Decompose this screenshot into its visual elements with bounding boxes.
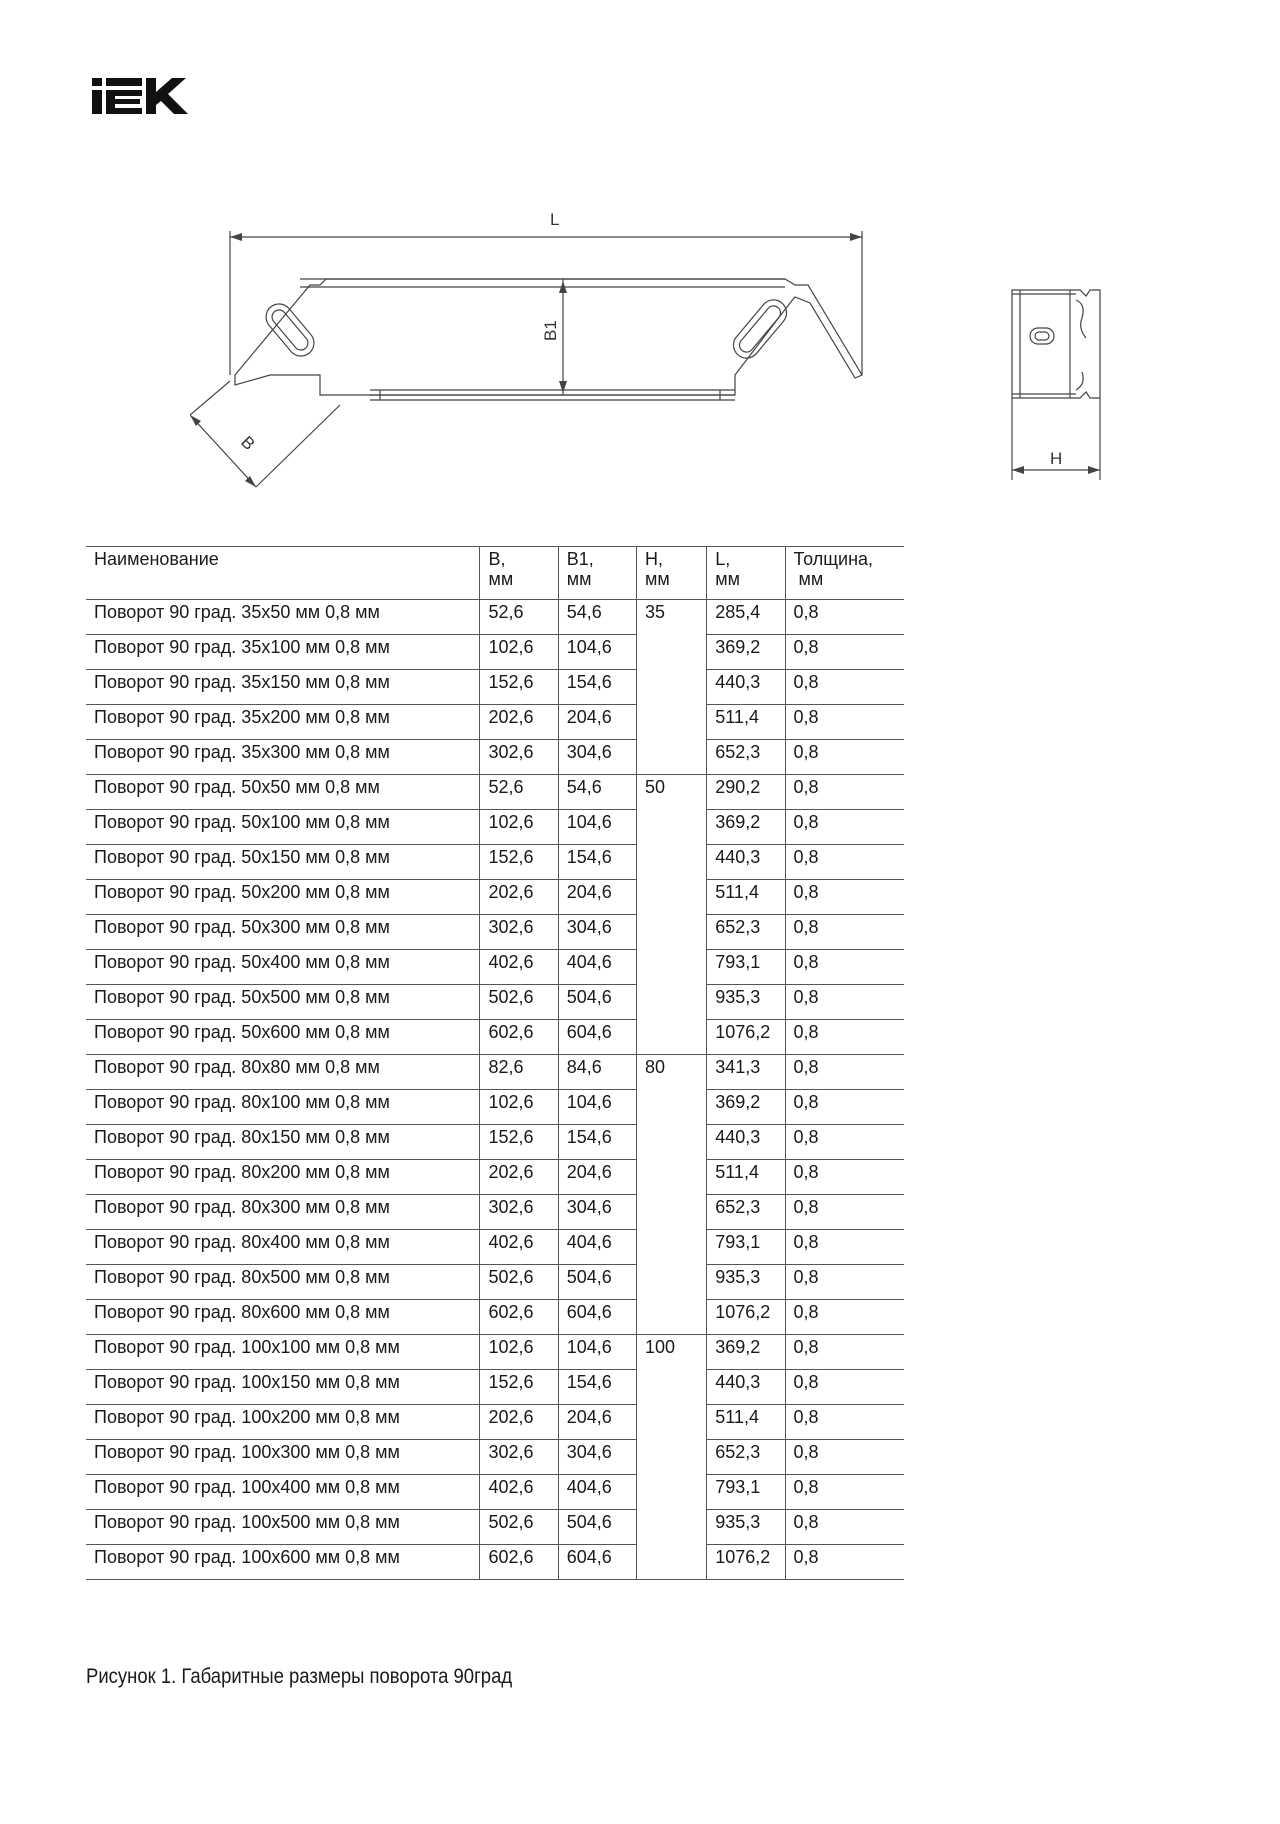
cell-l: 511,4 [707, 705, 785, 740]
cell-l: 511,4 [707, 1160, 785, 1195]
cell-h [637, 1510, 707, 1545]
cell-name: Поворот 90 град. 50х600 мм 0,8 мм [86, 1020, 480, 1055]
cell-h: 100 [637, 1335, 707, 1370]
cell-b: 202,6 [480, 1405, 558, 1440]
cell-l: 1076,2 [707, 1020, 785, 1055]
cell-h [637, 1545, 707, 1580]
cell-b: 102,6 [480, 635, 558, 670]
table-row [86, 915, 904, 950]
cell-name: Поворот 90 град. 35х50 мм 0,8 мм [86, 600, 480, 635]
cell-b1: 204,6 [558, 1405, 636, 1440]
cell-l: 935,3 [707, 985, 785, 1020]
table-row [86, 705, 904, 740]
cell-b: 302,6 [480, 915, 558, 950]
cell-l: 652,3 [707, 1195, 785, 1230]
cell-h [637, 985, 707, 1020]
table-row [86, 1020, 904, 1055]
cell-t: 0,8 [785, 1125, 904, 1160]
cell-b: 202,6 [480, 1160, 558, 1195]
cell-b1: 154,6 [558, 670, 636, 705]
cell-t: 0,8 [785, 775, 904, 810]
cell-b: 52,6 [480, 600, 558, 635]
cell-b: 502,6 [480, 1265, 558, 1300]
cell-name: Поворот 90 град. 80х500 мм 0,8 мм [86, 1265, 480, 1300]
cell-l: 290,2 [707, 775, 785, 810]
table-row [86, 775, 904, 810]
cell-t: 0,8 [785, 1055, 904, 1090]
cell-name: Поворот 90 град. 50х200 мм 0,8 мм [86, 880, 480, 915]
cell-b1: 304,6 [558, 740, 636, 775]
cell-l: 793,1 [707, 950, 785, 985]
cell-b1: 104,6 [558, 1090, 636, 1125]
cell-b: 202,6 [480, 880, 558, 915]
cell-h [637, 1265, 707, 1300]
cell-name: Поворот 90 град. 100х200 мм 0,8 мм [86, 1405, 480, 1440]
cell-b1: 54,6 [558, 775, 636, 810]
cell-b: 402,6 [480, 1230, 558, 1265]
cell-l: 511,4 [707, 1405, 785, 1440]
cell-l: 440,3 [707, 1125, 785, 1160]
table-body [86, 600, 904, 1580]
cell-t: 0,8 [785, 670, 904, 705]
table-row [86, 1195, 904, 1230]
cell-l: 341,3 [707, 1055, 785, 1090]
table-row [86, 1090, 904, 1125]
table-row [86, 600, 904, 635]
cell-t: 0,8 [785, 880, 904, 915]
table-row [86, 1230, 904, 1265]
cell-t: 0,8 [785, 1370, 904, 1405]
cell-l: 369,2 [707, 1090, 785, 1125]
cell-b: 102,6 [480, 1090, 558, 1125]
table-row [86, 1545, 904, 1580]
cell-l: 1076,2 [707, 1545, 785, 1580]
cell-name: Поворот 90 град. 50х50 мм 0,8 мм [86, 775, 480, 810]
cell-b1: 304,6 [558, 1440, 636, 1475]
cell-name: Поворот 90 град. 80х100 мм 0,8 мм [86, 1090, 480, 1125]
cell-h [637, 810, 707, 845]
cell-l: 440,3 [707, 670, 785, 705]
cell-b1: 154,6 [558, 845, 636, 880]
cell-name: Поворот 90 град. 80х600 мм 0,8 мм [86, 1300, 480, 1335]
cell-b1: 154,6 [558, 1370, 636, 1405]
table-row [86, 880, 904, 915]
cell-b1: 204,6 [558, 705, 636, 740]
specification-table [86, 546, 904, 1580]
table-row [86, 1405, 904, 1440]
cell-name: Поворот 90 град. 35х300 мм 0,8 мм [86, 740, 480, 775]
cell-t: 0,8 [785, 705, 904, 740]
cell-t: 0,8 [785, 1440, 904, 1475]
cell-h [637, 1195, 707, 1230]
cell-l: 369,2 [707, 635, 785, 670]
header-h: H, мм [637, 547, 707, 600]
cell-l: 793,1 [707, 1475, 785, 1510]
cell-name: Поворот 90 град. 100х150 мм 0,8 мм [86, 1370, 480, 1405]
cell-b1: 104,6 [558, 1335, 636, 1370]
cell-name: Поворот 90 град. 50х500 мм 0,8 мм [86, 985, 480, 1020]
cell-b1: 504,6 [558, 1265, 636, 1300]
table-row [86, 1125, 904, 1160]
cell-t: 0,8 [785, 1405, 904, 1440]
cell-h [637, 915, 707, 950]
cell-name: Поворот 90 град. 80х300 мм 0,8 мм [86, 1195, 480, 1230]
cell-name: Поворот 90 град. 80х200 мм 0,8 мм [86, 1160, 480, 1195]
table-row [86, 740, 904, 775]
table-row [86, 1160, 904, 1195]
cell-b1: 404,6 [558, 1230, 636, 1265]
cell-b: 402,6 [480, 950, 558, 985]
header-name: Наименование [86, 547, 480, 600]
cell-t: 0,8 [785, 915, 904, 950]
cell-l: 793,1 [707, 1230, 785, 1265]
cell-t: 0,8 [785, 1545, 904, 1580]
cell-t: 0,8 [785, 1160, 904, 1195]
cell-b1: 154,6 [558, 1125, 636, 1160]
header-b1: B1, мм [558, 547, 636, 600]
label-h: H [1050, 449, 1063, 468]
table-row [86, 635, 904, 670]
cell-t: 0,8 [785, 1195, 904, 1230]
table-row [86, 1475, 904, 1510]
cell-h [637, 670, 707, 705]
cell-l: 935,3 [707, 1265, 785, 1300]
cell-h [637, 1440, 707, 1475]
cell-t: 0,8 [785, 1020, 904, 1055]
cell-l: 652,3 [707, 740, 785, 775]
cell-b1: 204,6 [558, 880, 636, 915]
cell-h [637, 740, 707, 775]
cell-h [637, 1020, 707, 1055]
cell-t: 0,8 [785, 635, 904, 670]
label-b1: B1 [541, 320, 560, 341]
cell-b: 102,6 [480, 810, 558, 845]
cell-name: Поворот 90 град. 35х100 мм 0,8 мм [86, 635, 480, 670]
cell-name: Поворот 90 град. 50х400 мм 0,8 мм [86, 950, 480, 985]
cell-h: 35 [637, 600, 707, 635]
cell-b: 602,6 [480, 1300, 558, 1335]
cell-b: 502,6 [480, 985, 558, 1020]
cell-b1: 104,6 [558, 810, 636, 845]
cell-l: 285,4 [707, 600, 785, 635]
cell-name: Поворот 90 град. 35х150 мм 0,8 мм [86, 670, 480, 705]
cell-h [637, 845, 707, 880]
cell-h [637, 705, 707, 740]
cell-b: 82,6 [480, 1055, 558, 1090]
cell-t: 0,8 [785, 1335, 904, 1370]
cell-h [637, 1475, 707, 1510]
cell-t: 0,8 [785, 1475, 904, 1510]
top-view-drawing [190, 195, 890, 505]
iek-logo [92, 78, 196, 114]
cell-h [637, 1160, 707, 1195]
cell-name: Поворот 90 град. 100х400 мм 0,8 мм [86, 1475, 480, 1510]
header-l: L, мм [707, 547, 785, 600]
cell-b1: 304,6 [558, 915, 636, 950]
label-l: L [550, 210, 560, 229]
cell-b1: 104,6 [558, 635, 636, 670]
cell-h [637, 880, 707, 915]
table-row [86, 670, 904, 705]
cell-b1: 604,6 [558, 1020, 636, 1055]
cell-name: Поворот 90 град. 80х400 мм 0,8 мм [86, 1230, 480, 1265]
cell-b1: 604,6 [558, 1545, 636, 1580]
cell-l: 652,3 [707, 1440, 785, 1475]
cell-b: 302,6 [480, 1195, 558, 1230]
cell-t: 0,8 [785, 740, 904, 775]
cell-l: 369,2 [707, 1335, 785, 1370]
figure-caption: Рисунок 1. Габаритные размеры поворота 90град [86, 1665, 513, 1688]
table-row [86, 845, 904, 880]
label-b: B [237, 432, 259, 454]
cell-b: 302,6 [480, 1440, 558, 1475]
cell-l: 935,3 [707, 1510, 785, 1545]
cell-h [637, 1300, 707, 1335]
cell-b: 502,6 [480, 1510, 558, 1545]
table-row [86, 1370, 904, 1405]
cell-b1: 304,6 [558, 1195, 636, 1230]
cell-h: 80 [637, 1055, 707, 1090]
cell-b: 52,6 [480, 775, 558, 810]
cell-t: 0,8 [785, 1265, 904, 1300]
cell-b1: 84,6 [558, 1055, 636, 1090]
cell-b: 152,6 [480, 670, 558, 705]
cell-l: 369,2 [707, 810, 785, 845]
cell-t: 0,8 [785, 600, 904, 635]
cell-h [637, 1090, 707, 1125]
cell-name: Поворот 90 град. 50х300 мм 0,8 мм [86, 915, 480, 950]
cell-name: Поворот 90 град. 50х100 мм 0,8 мм [86, 810, 480, 845]
table-row [86, 985, 904, 1020]
cell-b: 602,6 [480, 1545, 558, 1580]
cell-name: Поворот 90 град. 50х150 мм 0,8 мм [86, 845, 480, 880]
cell-name: Поворот 90 град. 100х100 мм 0,8 мм [86, 1335, 480, 1370]
cell-b1: 54,6 [558, 600, 636, 635]
cell-t: 0,8 [785, 1300, 904, 1335]
cell-b1: 204,6 [558, 1160, 636, 1195]
table-row [86, 1300, 904, 1335]
cell-b1: 404,6 [558, 950, 636, 985]
cell-l: 511,4 [707, 880, 785, 915]
cell-t: 0,8 [785, 1090, 904, 1125]
cell-name: Поворот 90 град. 80х80 мм 0,8 мм [86, 1055, 480, 1090]
cell-name: Поворот 90 град. 35х200 мм 0,8 мм [86, 705, 480, 740]
cell-t: 0,8 [785, 1230, 904, 1265]
cell-h [637, 1405, 707, 1440]
cell-b: 152,6 [480, 1125, 558, 1160]
cell-b: 102,6 [480, 1335, 558, 1370]
table-row [86, 950, 904, 985]
cell-b: 152,6 [480, 845, 558, 880]
cell-name: Поворот 90 град. 100х500 мм 0,8 мм [86, 1510, 480, 1545]
cell-h [637, 1125, 707, 1160]
table-row [86, 1510, 904, 1545]
table-row [86, 1265, 904, 1300]
cell-h [637, 1230, 707, 1265]
cell-l: 1076,2 [707, 1300, 785, 1335]
header-b: B, мм [480, 547, 558, 600]
cell-t: 0,8 [785, 985, 904, 1020]
cell-name: Поворот 90 град. 80х150 мм 0,8 мм [86, 1125, 480, 1160]
table-row [86, 1335, 904, 1370]
table-row [86, 1440, 904, 1475]
table-row [86, 1055, 904, 1090]
table-header-row [86, 547, 904, 600]
cell-l: 652,3 [707, 915, 785, 950]
cell-h [637, 950, 707, 985]
cell-l: 440,3 [707, 845, 785, 880]
cell-t: 0,8 [785, 845, 904, 880]
cell-h [637, 635, 707, 670]
cell-b1: 504,6 [558, 985, 636, 1020]
cell-t: 0,8 [785, 950, 904, 985]
cell-b: 202,6 [480, 705, 558, 740]
cell-h [637, 1370, 707, 1405]
cell-t: 0,8 [785, 1510, 904, 1545]
cell-h: 50 [637, 775, 707, 810]
cell-b: 152,6 [480, 1370, 558, 1405]
cell-b1: 604,6 [558, 1300, 636, 1335]
cell-b: 302,6 [480, 740, 558, 775]
header-thickness: Толщина, мм [785, 547, 904, 600]
cell-b: 602,6 [480, 1020, 558, 1055]
cell-b: 402,6 [480, 1475, 558, 1510]
cell-b1: 404,6 [558, 1475, 636, 1510]
side-view-drawing [1000, 280, 1120, 490]
cell-name: Поворот 90 град. 100х300 мм 0,8 мм [86, 1440, 480, 1475]
cell-name: Поворот 90 град. 100х600 мм 0,8 мм [86, 1545, 480, 1580]
cell-l: 440,3 [707, 1370, 785, 1405]
cell-t: 0,8 [785, 810, 904, 845]
table-row [86, 810, 904, 845]
cell-b1: 504,6 [558, 1510, 636, 1545]
